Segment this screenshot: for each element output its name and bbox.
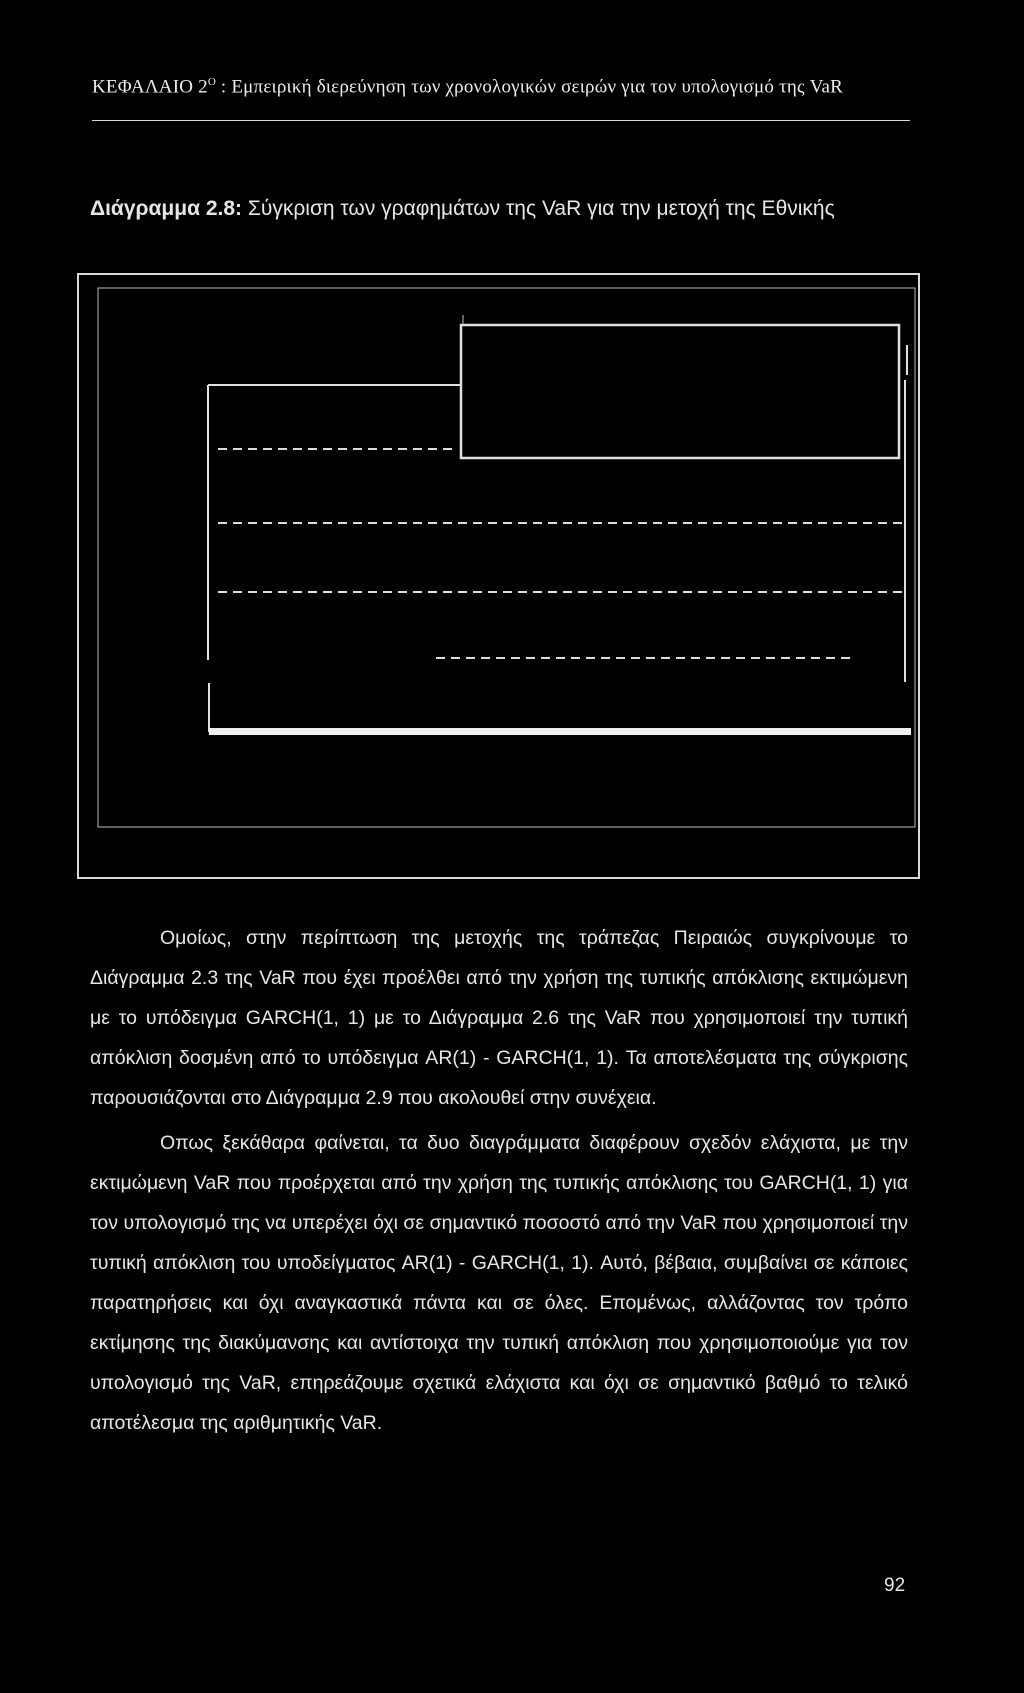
- paragraph-1: [90, 918, 908, 1118]
- header-title: : Εμπειρική διερεύνηση των χρονολογικών σειρών για τον υπολογισμό της VaR: [215, 76, 844, 98]
- paragraph-2-text: Οπως ξεκάθαρα φαίνεται, τα δυο διαγράμματα διαφέρουν σχεδόν ελάχιστα, με την εκτιμώμενη VaR που προέρχεται από την χρήση της τυπικής απόκλισης του GARCH(1, 1) για τον υπολογισμό της να υπερέχει όχι σε σημαντικό ποσοστό από την VaR που χρησιμοποιεί την τυπική απόκλιση του υποδείγματος AR(1) - GARCH(1, 1). Αυτό, βέβαια, συμβαίνει σε κάποιες παρατηρήσεις και όχι αναγκαστικά πάντα και σε όλες. Επομένως, αλλάζοντας τον τρόπο εκτίμησης της διακύμανσης και αντίστοιχα την τυπική απόκλιση που χρησιμοποιούμε για τον υπολογισμό της VaR, επηρεάζουμε σχετικά ελάχιστα και όχι σε σημαντικό βαθμό το τελικό αποτέλεσμα της αριθμητικής VaR.: [90, 1132, 908, 1434]
- header-chapter: ΚΕΦΑΛΑΙΟ 2: [92, 76, 208, 98]
- figure-caption-label: Διάγραμμα 2.8:: [90, 197, 243, 220]
- figure-plot-box: [461, 325, 899, 458]
- header-superscript: Ο: [207, 76, 216, 88]
- paragraph-1-text: Ομοίως, στην περίπτωση της μετοχής της τράπεζας Πειραιώς συγκρίνουμε το Διάγραμμα 2.3 της VaR που έχει προέλθει από την χρήση της τυπικής απόκλισης εκτιμώμενη με το υπόδειγμα GARCH(1, 1) με το Διάγραμμα 2.6 της VaR που χρησιμοποιεί την τυπική απόκλιση δοσμένη από το υπόδειγμα AR(1) - GARCH(1, 1). Τα αποτελέσματα της σύγκρισης παρουσιάζονται στο Διάγραμμα 2.9 που ακολουθεί στην συνέχεια.: [90, 927, 908, 1109]
- figure-outer-frame: [78, 274, 919, 878]
- figure-caption-text: Σύγκριση των γραφημάτων της VaR για την μετοχή της Εθνικής: [242, 197, 835, 220]
- figure-inner-frame: [98, 288, 915, 827]
- figure-baseline-bar: [209, 728, 911, 735]
- page-number: 92: [884, 1575, 906, 1596]
- paragraph-2: [90, 1123, 908, 1443]
